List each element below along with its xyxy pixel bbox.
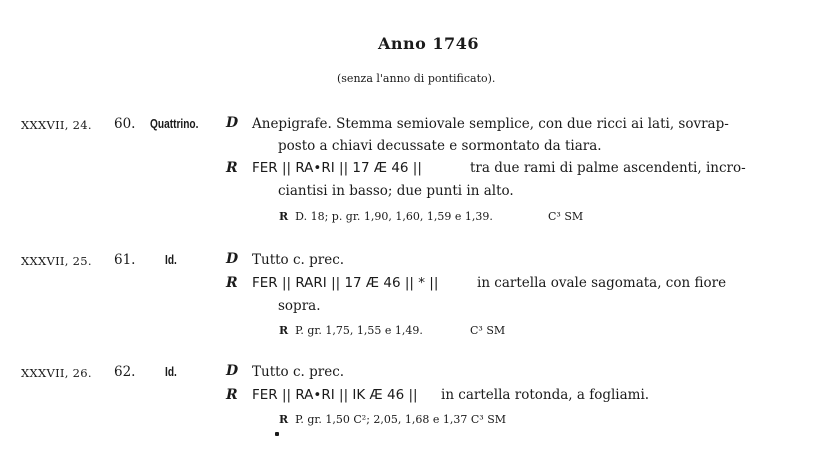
denomination: Id. <box>165 364 177 379</box>
denomination: Quattrino. <box>150 116 199 131</box>
weights: P. gr. 1,75, 1,55 e 1,49. <box>295 324 423 337</box>
reverse-description-line: sopra. <box>278 298 321 314</box>
obverse-symbol: D <box>226 363 239 379</box>
reverse-description-line: in cartella rotonda, a fogliami. <box>441 387 650 403</box>
obverse-symbol: D <box>226 251 239 267</box>
rarity-mark: R <box>279 413 289 426</box>
collections: C³ SM <box>470 324 506 337</box>
reverse-legend: FER || RA•RI || 17 Æ 46 || <box>252 160 422 176</box>
plate-reference: XXXVII, 25. <box>21 254 92 268</box>
reverse-legend: FER || RARI || 17 Æ 46 || * || <box>252 275 439 291</box>
plate-reference: XXXVII, 24. <box>21 118 92 132</box>
reverse-symbol: R <box>226 160 238 176</box>
entry-number: 62. <box>114 364 136 380</box>
rarity-mark: R <box>279 210 289 223</box>
reverse-symbol: R <box>226 387 238 403</box>
weights-line <box>279 210 493 223</box>
reverse-description-line: in cartella ovale sagomata, con fiore <box>477 275 727 291</box>
reverse-symbol: R <box>226 275 238 291</box>
obverse-symbol: D <box>226 115 239 131</box>
weights-line <box>279 413 506 426</box>
obverse-description-line: posto a chiavi decussate e sormontato da tiara. <box>278 138 602 154</box>
page-title: Anno 1746 <box>378 34 479 53</box>
obverse-description-line: Anepigrafe. Stemma semiovale semplice, con due ricci ai lati, sovrap- <box>252 116 729 132</box>
entry-number: 61. <box>114 252 136 268</box>
reverse-legend: FER || RA•RI || IK Æ 46 || <box>252 387 418 403</box>
ink-speck <box>275 432 279 436</box>
weights: P. gr. 1,50 C²; 2,05, 1,68 e 1,37 C³ SM <box>295 413 507 426</box>
weights-line <box>279 324 423 337</box>
reverse-description-line: tra due rami di palme ascendenti, incro- <box>470 160 746 176</box>
page-subtitle: (senza l'anno di pontificato). <box>337 72 496 85</box>
denomination: Id. <box>165 252 177 267</box>
rarity-mark: R <box>279 324 289 337</box>
obverse-description-line: Tutto c. prec. <box>252 252 345 268</box>
weights: D. 18; p. gr. 1,90, 1,60, 1,59 e 1,39. <box>295 210 493 223</box>
plate-reference: XXXVII, 26. <box>21 366 92 380</box>
obverse-description-line: Tutto c. prec. <box>252 364 345 380</box>
entry-number: 60. <box>114 116 136 132</box>
reverse-description-line: ciantisi in basso; due punti in alto. <box>278 183 514 199</box>
collections: C³ SM <box>548 210 584 223</box>
